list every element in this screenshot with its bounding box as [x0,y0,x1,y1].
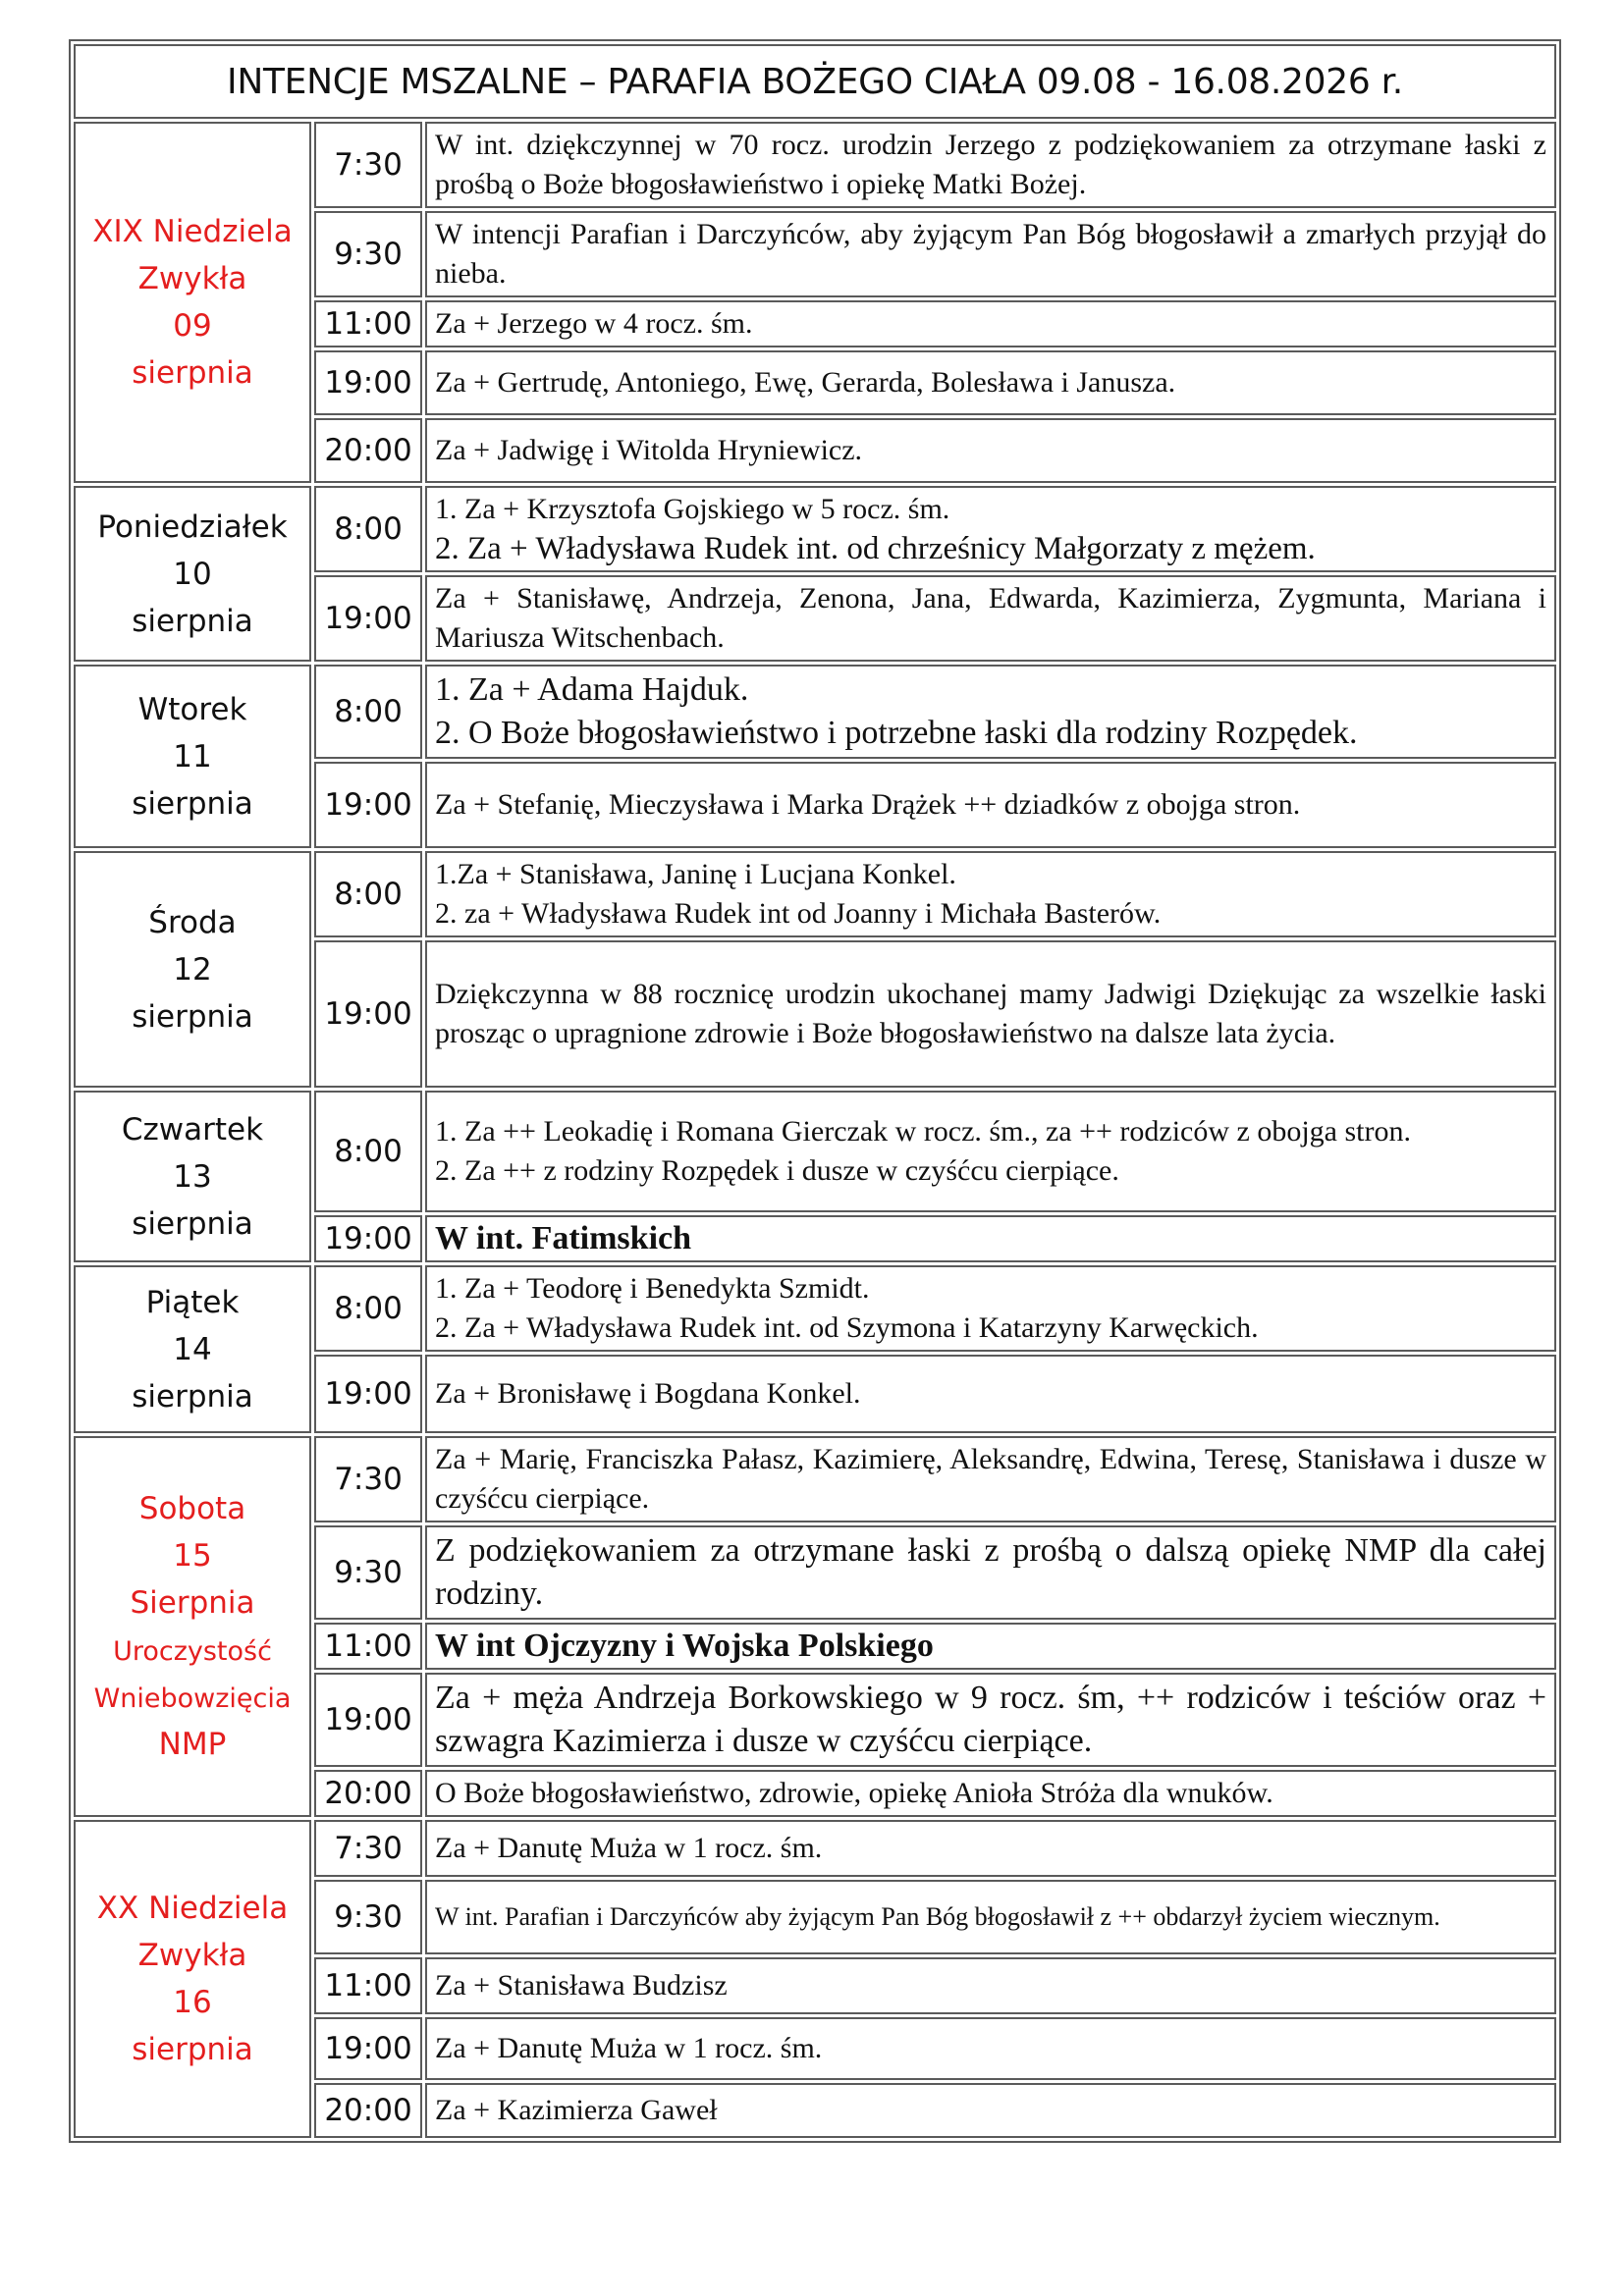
mass-time: 19:00 [314,2017,422,2080]
mass-intention: Za + Jadwigę i Witolda Hryniewicz. [425,418,1556,483]
mass-time: 20:00 [314,1770,422,1817]
day-cell-sunday-09 [74,122,311,483]
mass-time: 7:30 [314,122,422,208]
mass-row [74,486,1556,572]
day-date: 15 [173,1538,212,1574]
day-date: 14 [173,1331,212,1367]
mass-intention: Za + Gertrudę, Antoniego, Ewę, Gerarda, Bolesława i Janusza. [425,350,1556,415]
day-cell-friday-14 [74,1265,311,1433]
mass-time: 19:00 [314,575,422,662]
mass-intention: W int. Fatimskich [425,1215,1556,1262]
mass-intention: 1.Za + Stanisława, Janinę i Lucjana Konkel. 2. za + Władysława Rudek int od Joanny i Michała Basterów. [425,851,1556,937]
mass-time: 19:00 [314,762,422,848]
mass-intention: 1. Za + Krzysztofa Gojskiego w 5 rocz. śm. 2. Za + Władysława Rudek int. od chrześnicy Małgorzaty z mężem. [425,486,1556,572]
mass-intention: Za + Danutę Muża w 1 rocz. śm. [425,1820,1556,1877]
day-month: sierpnia [132,1205,253,1242]
day-name: Wtorek [137,691,247,727]
mass-intention: Za + Stanisława Budzisz [425,1957,1556,2014]
intentions-table [69,39,1561,2143]
feast-abbrev: NMP [158,1727,227,1762]
mass-time: 11:00 [314,300,422,347]
mass-intention: Za + Stefanię, Mieczysława i Marka Drążek ++ dziadków z obojga stron. [425,762,1556,848]
mass-row [74,851,1556,937]
day-month: sierpnia [132,2032,253,2067]
mass-time: 8:00 [314,851,422,937]
mass-intention: Dziękczynna w 88 rocznicę urodzin ukochanej mamy Jadwigi Dziękując za wszelkie łaski prosząc o upragnione zdrowie i Boże błogosławieństwo na dalsze lata życia. [425,940,1556,1088]
mass-time: 19:00 [314,1355,422,1433]
mass-intention: Za + Marię, Franciszka Pałasz, Kazimierę, Aleksandrę, Edwina, Teresę, Stanisława i dusze w czyśćcu cierpiące. [425,1436,1556,1522]
day-month: sierpnia [132,1378,253,1415]
mass-time: 19:00 [314,940,422,1088]
mass-intention: O Boże błogosławieństwo, zdrowie, opiekę Anioła Stróża dla wnuków. [425,1770,1556,1817]
mass-time: 7:30 [314,1436,422,1522]
mass-intention: Za + Jerzego w 4 rocz. śm. [425,300,1556,347]
day-month: sierpnia [132,785,253,822]
day-date: 13 [173,1158,212,1195]
page [69,39,1551,2143]
day-month: Sierpnia [130,1585,255,1621]
mass-intention: Za + Stanisławę, Andrzeja, Zenona, Jana, Edwarda, Kazimierza, Zygmunta, Mariana i Mariusza Witschenbach. [425,575,1556,662]
day-name-line: Zwykła [137,261,247,296]
day-cell-monday-10 [74,486,311,662]
day-name: XX Niedziela [96,1891,289,1926]
day-name: Poniedziałek [97,508,288,545]
day-date: 10 [173,556,212,592]
mass-time: 11:00 [314,1623,422,1670]
day-date: 12 [173,951,212,988]
mass-intention: 1. Za + Teodorę i Benedykta Szmidt. 2. Za + Władysława Rudek int. od Szymona i Katarzyny Karwęckich. [425,1265,1556,1352]
mass-row [74,1820,1556,1877]
mass-time: 20:00 [314,418,422,483]
day-cell-saturday-15 [74,1436,311,1817]
mass-row [74,665,1556,759]
mass-time: 9:30 [314,1525,422,1620]
mass-time: 19:00 [314,350,422,415]
mass-intention: W int. dziękczynnej w 70 rocz. urodzin Jerzego z podziękowaniem za otrzymane łaski z prośbą o Boże błogosławieństwo i opiekę Matki Bożej. [425,122,1556,208]
mass-intention: Za + Bronisławę i Bogdana Konkel. [425,1355,1556,1433]
day-name: XIX Niedziela [92,214,293,249]
day-cell-sunday-16 [74,1820,311,2138]
mass-time: 8:00 [314,1265,422,1352]
mass-intention: Za + Danutę Muża w 1 rocz. śm. [425,2017,1556,2080]
mass-time: 9:30 [314,211,422,297]
mass-intention: W int Ojczyzny i Wojska Polskiego [425,1623,1556,1670]
day-name: Czwartek [121,1111,264,1148]
mass-time: 7:30 [314,1820,422,1877]
day-cell-thursday-13 [74,1091,311,1262]
title-row [74,44,1556,119]
mass-time: 8:00 [314,486,422,572]
mass-time: 9:30 [314,1880,422,1954]
day-name: Piątek [145,1284,240,1320]
mass-row [74,122,1556,208]
mass-intention: 1. Za ++ Leokadię i Romana Gierczak w rocz. śm., za ++ rodziców z obojga stron. 2. Za ++ z rodziny Rozpędek i dusze w czyśćcu cierpiące. [425,1091,1556,1212]
day-name: Środa [148,904,237,940]
mass-intention: Z podziękowaniem za otrzymane łaski z prośbą o dalszą opiekę NMP dla całej rodziny. [425,1525,1556,1620]
mass-row [74,1265,1556,1352]
feast-name: Uroczystość [113,1636,272,1667]
day-month: sierpnia [132,603,253,639]
day-name: Sobota [138,1491,246,1526]
day-month: sierpnia [132,355,253,391]
day-date: 09 [173,308,212,344]
mass-time: 11:00 [314,1957,422,2014]
mass-intention: W intencji Parafian i Darczyńców, aby żyjącym Pan Bóg błogosławił a zmarłych przyjął do nieba. [425,211,1556,297]
day-cell-tuesday-11 [74,665,311,848]
day-date: 16 [173,1985,212,2020]
mass-time: 19:00 [314,1215,422,1262]
day-name-line: Zwykła [137,1938,247,1973]
page-title: INTENCJE MSZALNE – PARAFIA BOŻEGO CIAŁA 09.08 - 16.08.2026 r. [74,44,1556,119]
mass-intention: 1. Za + Adama Hajduk. 2. O Boże błogosławieństwo i potrzebne łaski dla rodziny Rozpędek. [425,665,1556,759]
mass-intention: W int. Parafian i Darczyńców aby żyjącym Pan Bóg błogosławił z ++ obdarzył życiem wiecznym. [425,1880,1556,1954]
mass-intention: Za + męża Andrzeja Borkowskiego w 9 rocz. śm, ++ rodziców i teściów oraz + szwagra Kazimierza i dusze w czyśćcu cierpiące. [425,1673,1556,1767]
day-date: 11 [173,738,212,774]
mass-time: 19:00 [314,1673,422,1767]
mass-time: 8:00 [314,665,422,759]
mass-time: 20:00 [314,2083,422,2138]
day-month: sierpnia [132,998,253,1035]
day-cell-wednesday-12 [74,851,311,1088]
mass-row [74,1091,1556,1212]
mass-intention: Za + Kazimierza Gaweł [425,2083,1556,2138]
mass-time: 8:00 [314,1091,422,1212]
mass-row [74,1436,1556,1522]
feast-name-line: Wniebowzięcia [93,1683,292,1714]
